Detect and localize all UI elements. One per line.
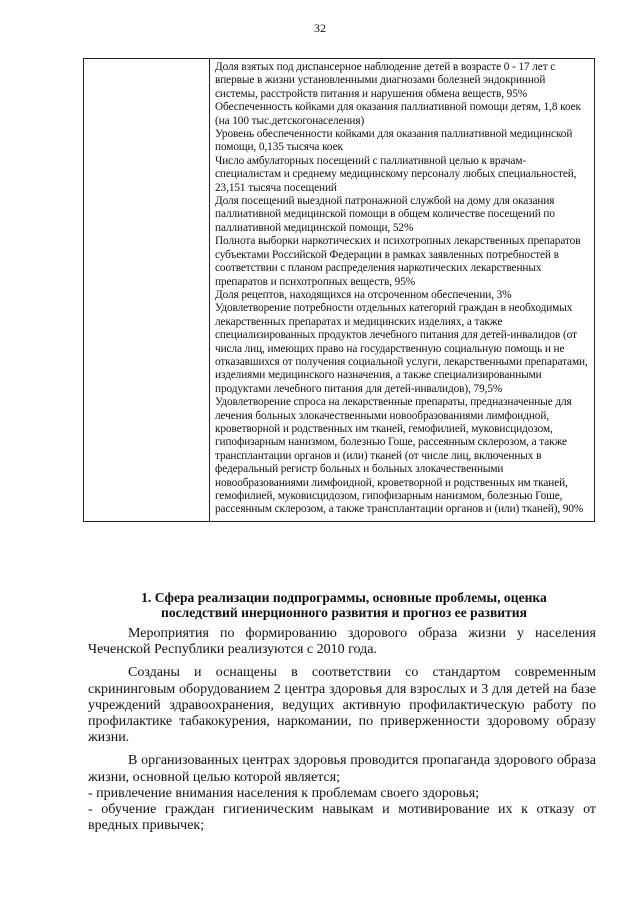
indicator-item: Доля посещений выездной патронажной службой на дому для оказания паллиативной медицинской помощи в общем количестве посещений по паллиативной медицинской помощи, 52% — [215, 195, 555, 234]
indicator-item: Доля взятых под диспансерное наблюдение детей в возрасте 0 - 17 лет с впервые в жизни установленными диагнозами болезней эндокринной системы, расстройств питания и нарушения обмена веществ, 95% — [215, 61, 556, 100]
paragraph: Созданы и оснащены в соответствии со стандартом современным скрининговым оборудованием 2 центра здоровья для взрослых и 3 для детей на базе учреждений здравоохранения, ведущих активную профилактическую работу по профилактике табакокурения, наркомании, по приверженности здоровому образу жизни. — [88, 665, 596, 746]
indicator-item: Доля рецептов, находящихся на отсроченном обеспечении, 3% — [215, 288, 512, 301]
indicators-table — [83, 58, 595, 522]
paragraph: В организованных центрах здоровья проводится пропаганда здорового образа жизни, основной целью которой является; — [88, 753, 596, 785]
table-left-cell — [84, 59, 210, 522]
body-text — [88, 626, 596, 834]
indicator-item: Удовлетворение потребности отдельных категорий граждан в необходимых лекарственных препаратах и медицинских изделиях, а также специализированных продуктов лечебного питания для детей-инвалидов (от числа лиц, имеющих право на государственную социальную помощь и не отказавшихся от получения социальной услуги, лекарственными препаратами, изделиями медицинского назначения, а также специализированными продуктами лечебного питания для детей-инвалидов), 79,5% — [215, 302, 588, 395]
indicator-item: Полнота выборки наркотических и психотропных лекарственных препаратов субъектами Российской Федерации в рамках заявленных потребностей в соответствии с планом распределения наркотических лекарственных препаратов и психотропных веществ, 95% — [215, 235, 581, 288]
indicator-item: Уровень обеспеченности койками для оказания паллиативной медицинской помощи, 0,135 тысяча коек — [215, 128, 573, 154]
table-row — [84, 59, 595, 522]
paragraph: Мероприятия по формированию здорового образа жизни у населения Чеченской Республики реализуются с 2010 года. — [88, 626, 596, 658]
section-title — [88, 590, 600, 620]
indicator-item: Число амбулаторных посещений с паллиативной целью к врачам-специалистам и среднему медицинскому персоналу любых специальностей, 23,151 тысяча посещений — [215, 154, 577, 194]
indicator-item: Удовлетворение спроса на лекарственные препараты, предназначенные для лечения больных злокачественными новообразованиями лимфоидной, кроветворной и родственных им тканей, гемофилией, муковисцидозом, гипофизарным нанизмом, болезнью Гоше, рассеянным склерозом, а также трансплантации органов и (или) тканей (от числе лиц, включенных в федеральный регистр больных и больных злокачественными новообразованиями лимфоидной, кроветворной и родственных им тканей, гемофилией, муковисцидозом, гипофизарным нанизмом, болезнью Гоше, рассеянным склерозом, а также трансплантации органов и (или) тканей), 90% — [215, 396, 584, 516]
list-item: - привлечение внимания населения к проблемам своего здоровья; — [88, 785, 480, 801]
indicator-item: Обеспеченность койками для оказания паллиативной помощи детям, 1,8 коек (на 100 тыс.детскогонаселения) — [215, 101, 581, 127]
page-number: 32 — [314, 21, 326, 35]
section-title-line: последствий инерционного развития и прогноз ее развития — [160, 605, 527, 620]
section-title-line: 1. Сфера реализации подпрограммы, основные проблемы, оценка — [141, 590, 547, 605]
list-item: - обучение граждан гигиеническим навыкам и мотивирование их к отказу от вредных привычек; — [88, 802, 596, 834]
table-right-cell — [210, 59, 595, 522]
